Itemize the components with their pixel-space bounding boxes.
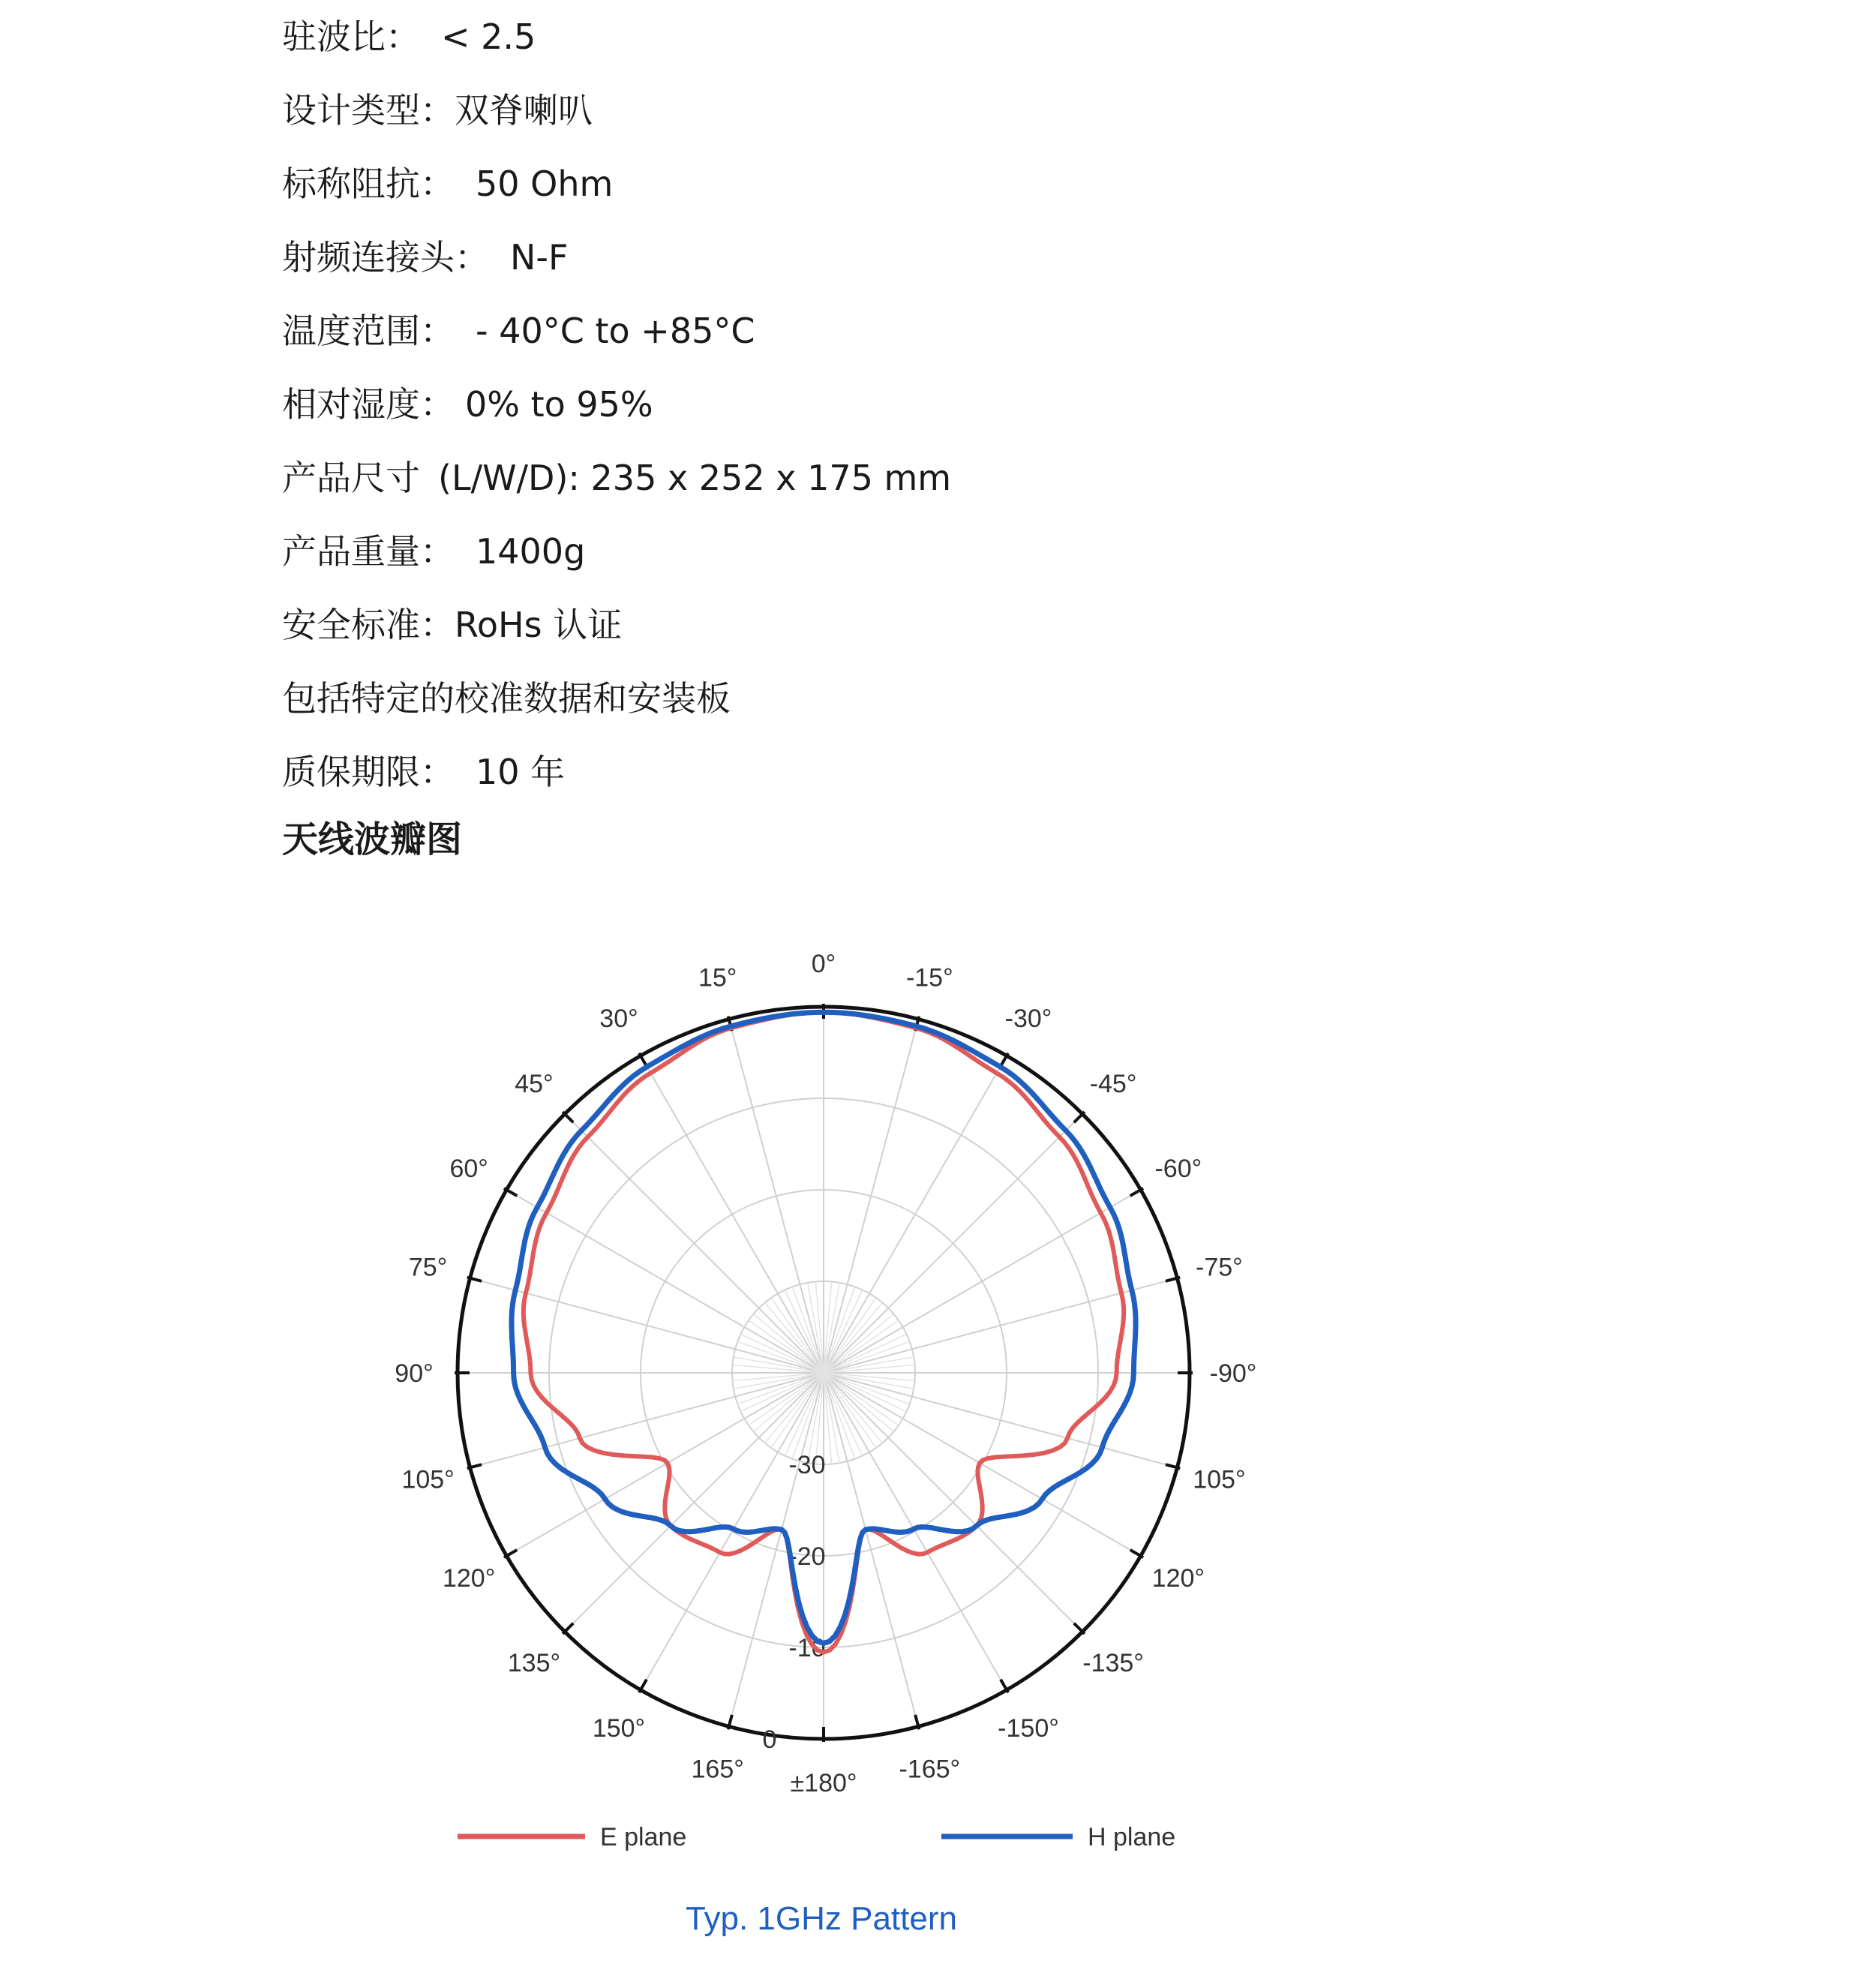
spec-value: (L/W/D): 235 x 252 x 175 mm <box>438 458 952 498</box>
angle-label: ±180° <box>790 1769 857 1797</box>
legend-e-plane-label: E plane <box>600 1823 687 1851</box>
angle-label: -135° <box>1082 1649 1144 1678</box>
angle-label: -75° <box>1196 1253 1243 1282</box>
spec-label: 标称阻抗： <box>282 164 455 204</box>
spec-value: 双脊喇叭 <box>455 90 593 131</box>
spec-label: 设计类型： <box>282 90 455 131</box>
angle-label: 120° <box>1151 1564 1205 1593</box>
spec-value: - 40°C to +85°C <box>476 311 755 351</box>
grid-spoke <box>506 1190 824 1373</box>
angle-label: 15° <box>698 963 737 992</box>
angle-label: -45° <box>1089 1069 1137 1098</box>
grid-spoke <box>565 1114 824 1373</box>
spec-value: N-F <box>510 237 569 278</box>
spec-value: RoHs 认证 <box>455 605 623 645</box>
grid-spoke <box>729 1020 824 1373</box>
radial-label: -10 <box>788 1634 826 1662</box>
angle-label: 75° <box>408 1253 448 1282</box>
angle-label: 60° <box>449 1155 488 1183</box>
angle-label: -90° <box>1209 1359 1257 1388</box>
grid-spoke <box>824 1020 918 1373</box>
spec-value: < 2.5 <box>441 17 536 57</box>
grid-spoke <box>824 1373 1082 1632</box>
spec-value: 10 年 <box>476 752 566 792</box>
angle-label: -165° <box>899 1755 961 1784</box>
grid-spoke <box>824 1190 1141 1373</box>
spec-label: 产品尺寸 <box>282 458 420 498</box>
radial-labels <box>763 1451 826 1754</box>
spec-label: 包括特定的校准数据和安装板 <box>282 678 731 719</box>
grid-spoke <box>824 1114 1082 1373</box>
spec-label: 温度范围： <box>282 311 455 351</box>
angle-label: 105° <box>401 1465 455 1494</box>
angle-label: 105° <box>1193 1465 1246 1494</box>
angle-label: -30° <box>1004 1005 1052 1034</box>
spec-value: 0% to 95% <box>465 384 653 425</box>
section-title: 天线波瓣图 <box>282 818 463 860</box>
grid-spoke <box>565 1373 824 1632</box>
angle-label: 0° <box>811 950 836 978</box>
grid-spoke <box>824 1373 1177 1467</box>
grid-spoke <box>641 1056 824 1373</box>
spec-label: 产品重量： <box>282 531 455 572</box>
grid-spoke <box>824 1056 1007 1373</box>
grid-spoke <box>470 1373 824 1467</box>
angle-label: -15° <box>905 963 953 992</box>
angle-label: -60° <box>1154 1155 1202 1183</box>
legend <box>458 1823 1175 1851</box>
spec-label: 安全标准： <box>282 605 455 645</box>
spec-label: 射频连接头： <box>282 237 489 278</box>
spec-value: 1400g <box>476 531 586 572</box>
spec-label: 驻波比： <box>282 17 420 57</box>
legend-h-plane-label: H plane <box>1088 1823 1176 1851</box>
spec-value: 50 Ohm <box>476 164 614 204</box>
spec-label: 质保期限： <box>282 752 455 792</box>
radial-label: -20 <box>788 1542 826 1571</box>
angle-label: 30° <box>599 1005 638 1034</box>
radial-label: -30 <box>788 1451 826 1479</box>
angle-label: 150° <box>592 1713 646 1743</box>
chart-title: Typ. 1GHz Pattern <box>686 1900 957 1937</box>
spec-label: 相对湿度： <box>282 384 455 425</box>
angle-label: -150° <box>998 1713 1059 1743</box>
polar-grid <box>455 1004 1193 1742</box>
angle-label: 120° <box>442 1564 496 1593</box>
angle-label: 45° <box>515 1069 554 1098</box>
angle-label: 165° <box>691 1755 744 1784</box>
angle-label: 135° <box>507 1649 561 1678</box>
radial-label: 0 <box>762 1725 777 1754</box>
angle-label: 90° <box>395 1359 434 1388</box>
grid-spoke <box>824 1373 1007 1690</box>
